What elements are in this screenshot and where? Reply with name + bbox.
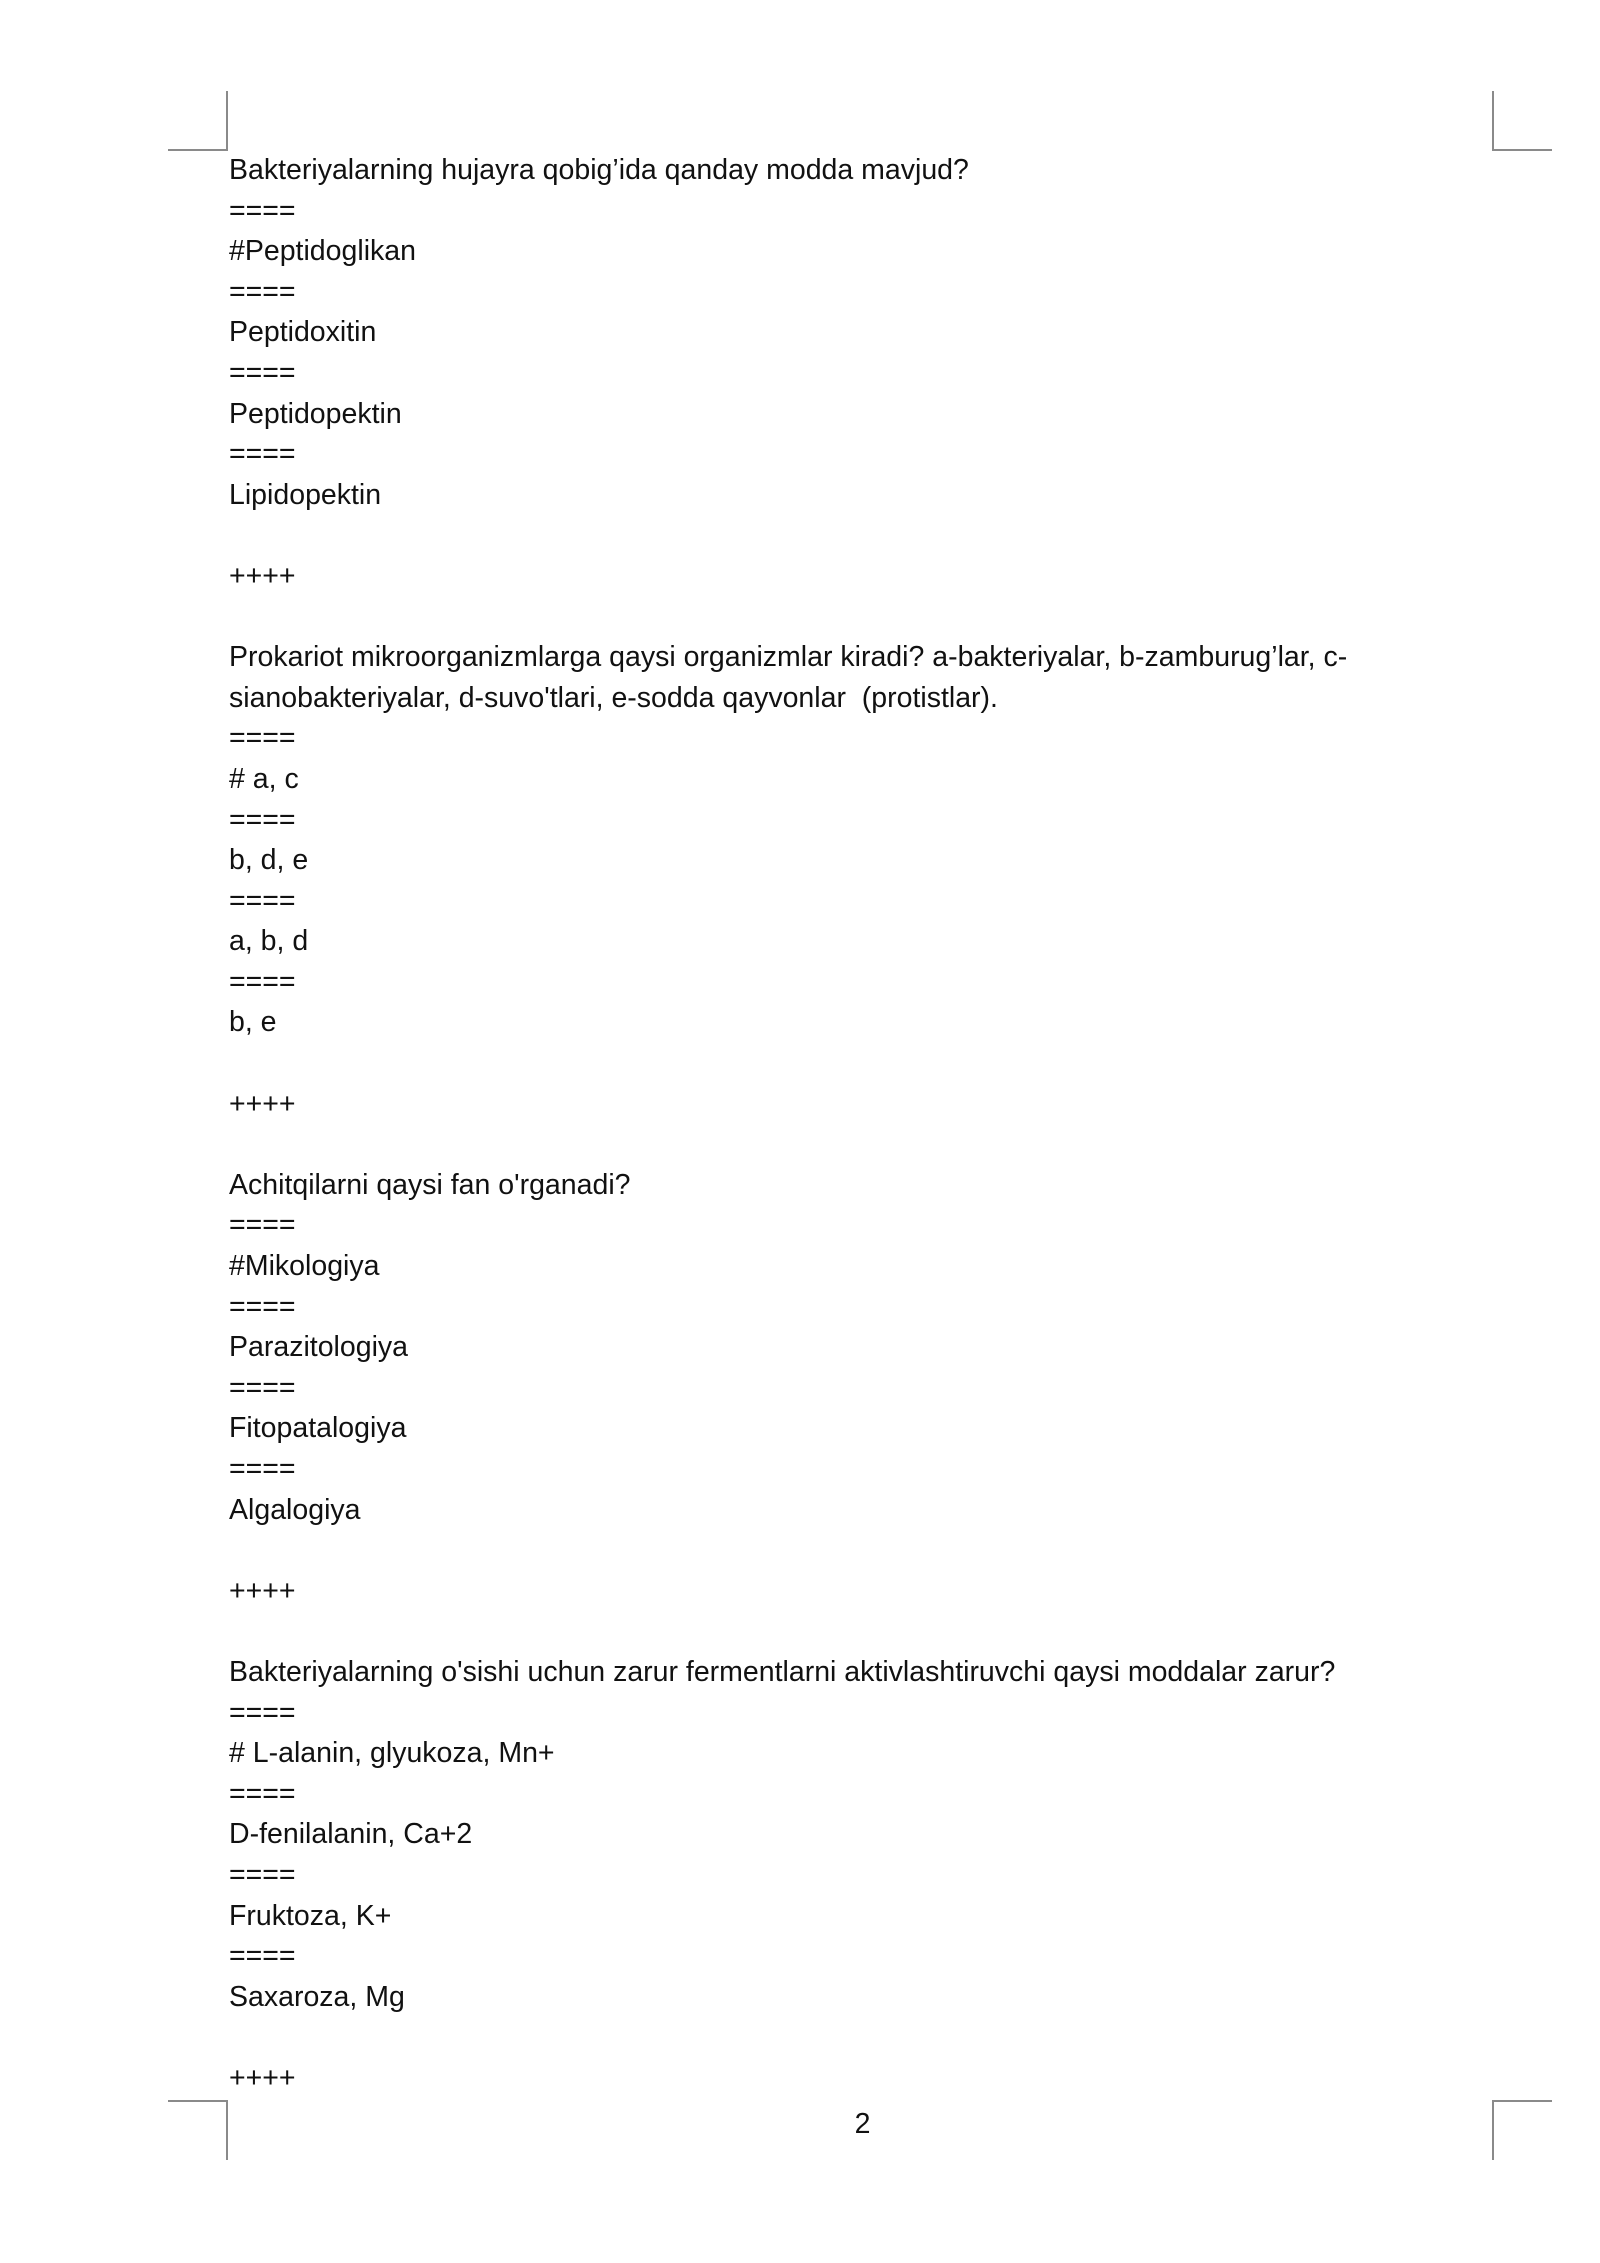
option-separator: ==== <box>229 884 296 917</box>
option-separator: ==== <box>229 722 296 755</box>
answer-option: a, b, d <box>229 925 309 958</box>
blank-line <box>229 1124 1369 1165</box>
option-separator: ==== <box>229 1453 296 1485</box>
answer-option: # a, c <box>229 762 299 795</box>
crop-mark-top-right-vertical <box>1492 91 1494 151</box>
option-separator: ==== <box>229 1777 296 1810</box>
question-separator: ++++ <box>229 559 296 592</box>
option-separator: ==== <box>229 965 296 998</box>
crop-mark-bottom-left-horizontal <box>168 2100 228 2102</box>
answer-option: b, d, e <box>229 844 309 877</box>
question-separator: ++++ <box>229 1087 296 1120</box>
answer-option: Fitopatalogiya <box>229 1412 407 1445</box>
question-text: Achitqilarni qaysi fan o'rganadi? <box>229 1168 631 1201</box>
blank-line <box>229 2017 1369 2058</box>
question-text: Bakteriyalarning o'sishi uchun zarur fermentlarni aktivlashtiruvchi qaysi moddalar zarur? <box>229 1655 1336 1688</box>
answer-option: Fruktoza, K+ <box>229 1899 392 1932</box>
option-separator: ==== <box>229 1940 296 1973</box>
question-text: Bakteriyalarning hujayra qobig’ida qanday modda mavjud? <box>229 154 969 186</box>
question-separator: ++++ <box>229 2061 296 2094</box>
crop-mark-bottom-right-horizontal <box>1492 2100 1552 2102</box>
answer-option: Lipidopektin <box>229 478 382 511</box>
question-separator: ++++ <box>229 1574 296 1607</box>
question-block <box>229 1165 1369 1652</box>
option-separator: ==== <box>229 1209 296 1242</box>
option-separator: ==== <box>229 1696 296 1729</box>
crop-mark-top-left-horizontal <box>168 149 228 151</box>
answer-option: Peptidoxitin <box>229 316 377 349</box>
question-block <box>229 637 1369 1165</box>
option-separator: ==== <box>229 275 296 308</box>
option-separator: ==== <box>229 1290 296 1323</box>
answer-option: Parazitologiya <box>229 1331 409 1364</box>
answer-option: Algalogiya <box>229 1493 361 1526</box>
question-list <box>229 150 1369 2099</box>
blank-line <box>229 1611 1369 1652</box>
option-separator: ==== <box>229 438 296 471</box>
page-number: 2 <box>854 2108 871 2140</box>
answer-option: Peptidopektin <box>229 397 402 430</box>
blank-line <box>229 515 1369 556</box>
question-block <box>229 1652 1369 2099</box>
answer-option: #Peptidoglikan <box>229 235 416 268</box>
answer-option: Saxaroza, Mg <box>229 1980 405 2013</box>
option-separator: ==== <box>229 803 296 836</box>
crop-mark-top-right-horizontal <box>1492 149 1552 151</box>
answer-option: #Mikologiya <box>229 1250 380 1283</box>
answer-option: # L-alanin, glyukoza, Mn+ <box>229 1737 555 1770</box>
answer-option: D-fenilalanin, Ca+2 <box>229 1818 473 1851</box>
crop-mark-top-left-vertical <box>226 91 228 151</box>
answer-option: b, e <box>229 1006 277 1039</box>
blank-line <box>229 1043 1369 1084</box>
blank-line <box>229 597 1369 638</box>
option-separator: ==== <box>229 356 296 389</box>
option-separator: ==== <box>229 1371 296 1404</box>
question-text: Prokariot mikroorganizmlarga qaysi organizmlar kiradi? a-bakteriyalar, b-zamburug’lar, c-sianobakteriyalar, d-suvo'tlari, e-sodda qayvonlar (protistlar). <box>229 641 1348 714</box>
question-block <box>229 150 1369 637</box>
blank-line <box>229 1530 1369 1571</box>
option-separator: ==== <box>229 194 296 227</box>
option-separator: ==== <box>229 1858 296 1891</box>
